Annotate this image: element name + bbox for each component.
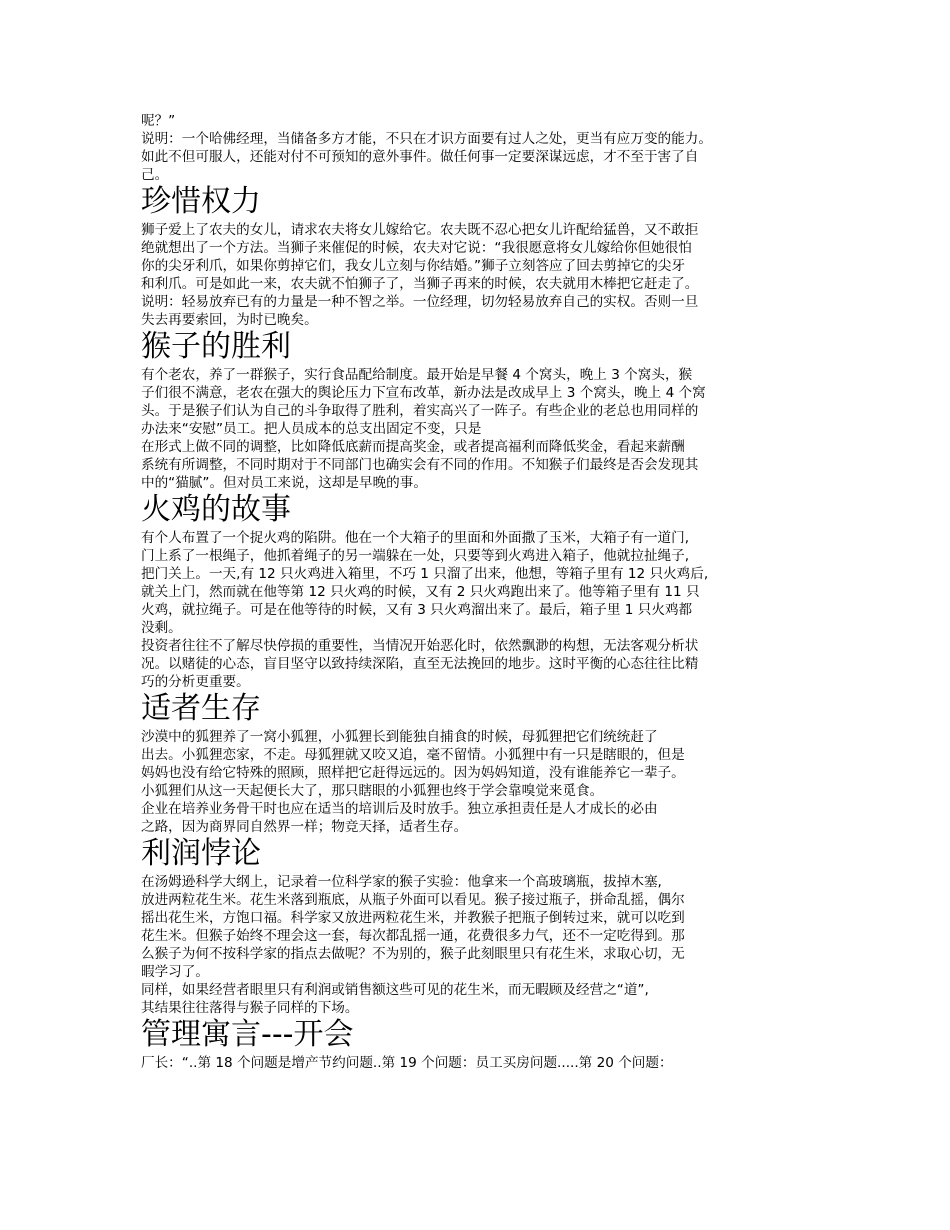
text-line: 门上系了一根绳子，他抓着绳子的另一端躲在一处，只要等到火鸡进入箱子，他就拉扯绳子, <box>141 548 690 564</box>
text-line: 摇出花生米，方饱口福。科学家又放进两粒花生米，并教猴子把瓶子倒转过来，就可以吃到 <box>141 910 685 926</box>
text-line: 在汤姆逊科学大纲上，记录着一位科学家的猴子实验：他拿来一个高玻璃瓶，拔掉木塞, <box>141 874 662 890</box>
section-heading: 猴子的胜利 <box>141 329 291 364</box>
text-line: 说明：一个哈佛经理，当储备多方才能，不只在才识方面要有过人之处，更当有应万变的能力。 <box>141 131 712 147</box>
text-line: 妈妈也没有给它特殊的照顾，照样把它赶得远远的。因为妈妈知道，没有谁能养它一辈子。 <box>141 765 685 781</box>
text-line: 花生米。但猴子始终不理会这一套，每次都乱摇一通，花费很多力气，还不一定吃得到。那 <box>141 928 685 944</box>
text-line: 把门关上。一天,有 12 只火鸡进入箱里，不巧 1 只溜了出来，他想，等箱子里有 12 只火鸡后, <box>141 566 709 582</box>
text-line: 绝就想出了一个方法。当狮子来催促的时候，农夫对它说：“我很愿意将女儿嫁给你但她很怕 <box>141 240 692 256</box>
text-line: 系统有所调整，不同时期对于不同部门也确实会有不同的作用。不知猴子们最终是否会发现其 <box>141 457 699 473</box>
text-line: 和利爪。可是如此一来，农夫就不怕狮子了，当狮子再来的时候，农夫就用木棒把它赶走了。 <box>141 276 699 292</box>
section-heading: 珍惜权力 <box>141 184 261 219</box>
text-line: 么猴子为何不按科学家的指点去做呢？不为别的，猴子此刻眼里只有花生米，求取心切，无 <box>141 946 685 962</box>
text-line: 出去。小狐狸恋家，不走。母狐狸就又咬又追，毫不留情。小狐狸中有一只是瞎眼的，但是 <box>141 747 685 763</box>
text-line: 己。 <box>141 167 169 183</box>
text-line: 说明：轻易放弃已有的力量是一种不智之举。一位经理，切勿轻易放弃自己的实权。否则一旦 <box>141 294 699 310</box>
section-heading: 利润悖论 <box>141 836 261 871</box>
text-line: 就关上门，然而就在他等第 12 只火鸡的时候，又有 2 只火鸡跑出来了。他等箱子里有 11 只 <box>141 584 700 600</box>
text-line: 在形式上做不同的调整，比如降低底薪而提高奖金，或者提高福利而降低奖金，看起来薪酬 <box>141 439 685 455</box>
text-line: 你的尖牙利爪，如果你剪掉它们，我女儿立刻与你结婚。”狮子立刻答应了回去剪掉它的尖牙 <box>141 258 685 274</box>
text-line: 之路，因为商界同自然界一样；物竞天择，适者生存。 <box>141 819 468 835</box>
text-line: 投资者往往不了解尽快停损的重要性，当情况开始恶化时，依然飘渺的构想，无法客观分析状 <box>141 638 699 654</box>
paragraph <box>141 221 826 329</box>
text-line: 如此不但可服人，还能对付不可预知的意外事件。做任何事一定要深谋远虑，才不至于害了自 <box>141 149 699 165</box>
text-line: 其结果往往落得与猴子同样的下场。 <box>141 1000 359 1016</box>
text-line: 放进两粒花生米。花生米落到瓶底，从瓶子外面可以看见。猴子接过瓶子，拼命乱摇，偶尔 <box>141 892 685 908</box>
text-line: 狮子爱上了农夫的女儿，请求农夫将女儿嫁给它。农夫既不忍心把女儿许配给猛兽，又不敢拒 <box>141 222 699 238</box>
text-line: 呢？” <box>141 113 176 129</box>
text-line: 办法来“安慰”员工。把人员成本的总支出固定不变，只是 <box>141 421 482 437</box>
text-line: 厂长：“..第 18 个问题是增产节约问题..第 19 个问题：员工买房问题.....第 20 个问题： <box>141 1055 673 1071</box>
section-heading: 适者生存 <box>141 691 261 726</box>
text-line: 暇学习了。 <box>141 964 209 980</box>
section-heading: 火鸡的故事 <box>141 492 291 527</box>
text-line: 头。于是猴子们认为自己的斗争取得了胜利，着实高兴了一阵子。有些企业的老总也用同样的 <box>141 403 699 419</box>
text-line: 同样，如果经营者眼里只有利润或销售额这些可见的花生米，而无暇顾及经营之“道”, <box>141 982 649 998</box>
text-line: 中的“猫腻”。但对员工来说，这却是早晚的事。 <box>141 475 427 491</box>
text-line: 小狐狸们从这一天起便长大了，那只瞎眼的小狐狸也终于学会靠嗅觉来觅食。 <box>141 783 604 799</box>
paragraph <box>141 1054 826 1072</box>
text-line: 没剩。 <box>141 620 182 636</box>
text-line: 况。以赌徒的心态，盲目坚守以致持续深陷，直至无法挽回的地步。这时平衡的心态往往比精 <box>141 656 699 672</box>
text-line: 企业在培养业务骨干时也应在适当的培训后及时放手。独立承担责任是人才成长的必由 <box>141 801 658 817</box>
text-line: 沙漠中的狐狸养了一窝小狐狸，小狐狸长到能独自捕食的时候，母狐狸把它们统统赶了 <box>141 729 658 745</box>
section-heading: 管理寓言---开会 <box>141 1017 354 1052</box>
paragraph <box>141 112 826 184</box>
paragraph <box>141 366 826 492</box>
text-line: 有个老农，养了一群猴子，实行食品配给制度。最开始是早餐 4 个窝头，晚上 3 个窝头，猴 <box>141 367 693 383</box>
text-line: 失去再要索回，为时已晚矣。 <box>141 312 318 328</box>
paragraph <box>141 728 826 836</box>
text-line: 有个人布置了一个捉火鸡的陷阱。他在一个大箱子的里面和外面撒了玉米，大箱子有一道门, <box>141 530 690 546</box>
text-line: 子们很不满意，老农在强大的舆论压力下宣布改革，新办法是改成早上 3 个窝头，晚上 4 个窝 <box>141 385 706 401</box>
paragraph <box>141 529 826 691</box>
text-line: 火鸡，就拉绳子。可是在他等待的时候，又有 3 只火鸡溜出来了。最后，箱子里 1 只火鸡都 <box>141 602 693 618</box>
document-page <box>141 112 826 1072</box>
text-line: 巧的分析更重要。 <box>141 674 250 690</box>
paragraph <box>141 873 826 1017</box>
